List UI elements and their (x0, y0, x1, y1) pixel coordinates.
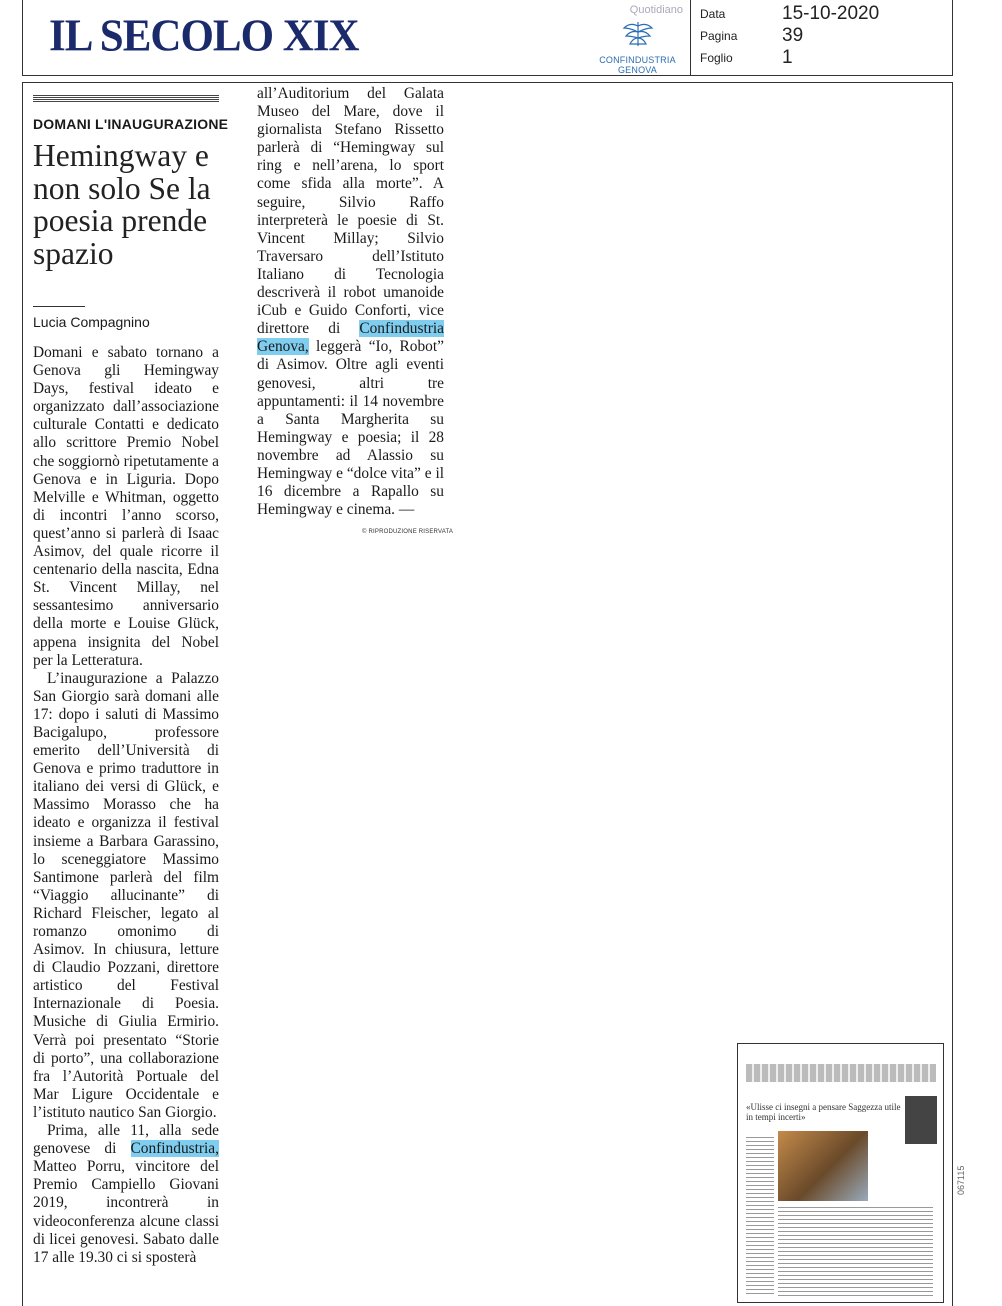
byline-rule (33, 306, 85, 307)
data-label: Data (700, 7, 726, 21)
article-column-1 (33, 344, 219, 1267)
highlight-confindustria-genova: Confindustria Genova, (257, 320, 444, 356)
article-paragraph: L’inaugurazione a Palazzo San Giorgio sarà domani alle 17: dopo i saluti di Massimo Bacigalupo, professore emerito dell’Università di Genova e primo traduttore in italiano dei versi di Glück, e Massimo Morasso che ha ideato e organizza il festival insieme a Barbara Garassino, lo sceneggiatore Massimo Santimone parlerà del film “Viaggio allucinante” di Richard Fleischer, legato al romanzo omonimo di Asimov. In chiusura, letture di Claudio Pozzani, direttore artistico del Festival Internazionale di Poesia. Musiche di Giulia Ermirio. Verrà poi presentato “Storie di porto”, una collaborazione fra l’Autorità Portuale del Mar Ligure Occidentale e l’istituto nautico San Giorgio. (33, 669, 219, 1121)
article-kicker: DOMANI L'INAUGURAZIONE (33, 116, 229, 132)
article-paragraph: Domani e sabato tornano a Genova gli Hemingway Days, festival ideato e organizzato dall’associazione culturale Contatti e dedicato allo scrittore Premio Nobel che soggiornò ripetutamente a Genova e in Liguria. Dopo Melville e Whitman, oggetto di incontri l’anno scorso, quest’anno si parlerà di Isaac Asimov, del quale ricorre il centenario della nascita, Edna St. Vincent Millay, nel sessantesimo anniversario della morte e Louise Glück, appena insignita del Nobel per la Letteratura. (33, 344, 219, 669)
page-metadata (700, 3, 940, 69)
page-thumbnail (737, 1043, 944, 1303)
confindustria-name: CONFINDUSTRIA GENOVA (599, 55, 676, 75)
article-paragraph: Prima, alle 11, alla sede genovese di Confindustria, Matteo Porru, vincitore del Premio Campiello Giovani 2019, incontrerà in videoconferenza alcune classi di licei genovesi. Sabato dalle 17 alle 19.30 ci si sposterà (33, 1122, 219, 1266)
newspaper-masthead: IL SECOLO XIX (49, 11, 359, 62)
quotidiano-label: Quotidiano (629, 4, 683, 16)
article-headline: Hemingway e non solo Se la poesia prende spazio (33, 138, 211, 271)
page-code: 067115 (956, 1165, 966, 1195)
thumbnail-photo (778, 1131, 868, 1201)
article-column-2 (257, 85, 444, 519)
page-header (22, 0, 953, 76)
copyright-notice: © RIPRODUZIONE RISERVATA (362, 529, 454, 535)
confindustria-eagle-icon (622, 20, 654, 48)
article-byline: Lucia Compagnino (33, 314, 150, 330)
kicker-rule (33, 94, 219, 102)
thumbnail-headline: «Ulisse ci insegni a pensare Saggezza utile in tempi incerti» (746, 1102, 901, 1122)
pagina-label: Pagina (700, 29, 738, 43)
highlight-confindustria: Confindustria, (130, 1140, 219, 1158)
pagina-value: 39 (782, 25, 804, 46)
foglio-label: Foglio (700, 51, 733, 65)
article-paragraph: all’Auditorium del Galata Museo del Mare, dove il giornalista Stefano Rissetto parlerà di “Hemingway sul ring e nell’arena, lo sport come sfida alla morte”. A seguire, Silvio Raffo interpreterà le poesie di St. Vincent Millay; Silvio Traversaro dell’Istituto Italiano di Tecnologia descriverà il robot umanoide iCub e Guido Conforti, vice direttore di Confindustria Genova, leggerà “Io, Robot” di Asimov. Oltre agli eventi genovesi, altri tre appuntamenti: il 14 novembre a Santa Margherita su Hemingway e poesia; il 28 novembre ad Alassio su Hemingway e “dolce vita” e il 16 dicembre a Rapallo su Hemingway e cinema. — (257, 85, 444, 519)
foglio-value: 1 (782, 47, 793, 68)
data-value: 15-10-2020 (782, 3, 880, 24)
confindustria-logo-block (590, 0, 685, 76)
